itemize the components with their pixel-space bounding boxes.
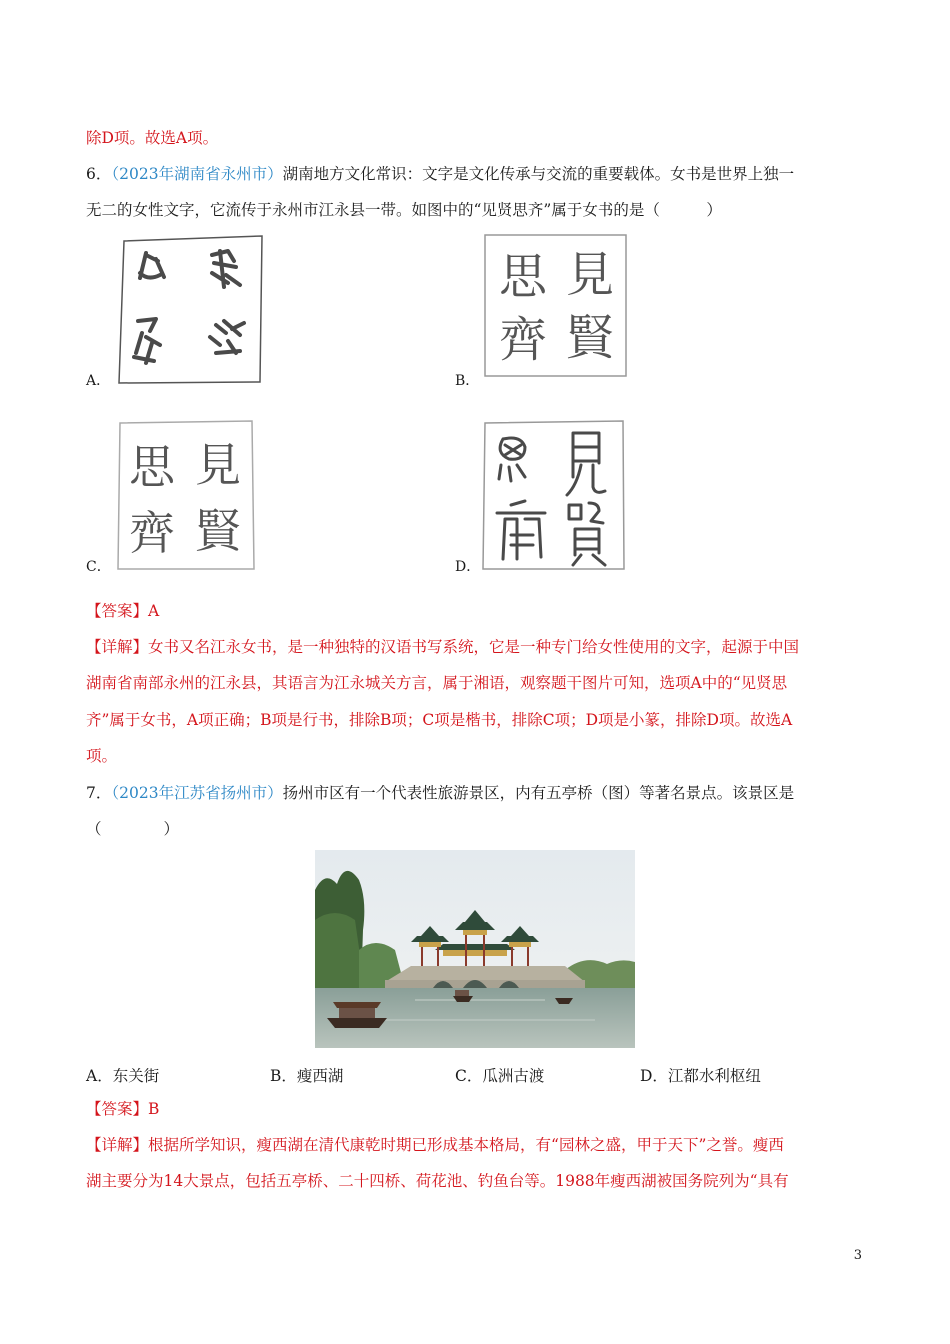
q5-explanation-tail: 除D项。故选A项。 <box>86 129 219 147</box>
q6-option-d-image <box>481 419 627 571</box>
q6-option-b-image <box>483 233 629 379</box>
q7-option-c: C．瓜洲古渡 <box>455 1067 545 1085</box>
char-xian: 賢 <box>565 310 615 366</box>
q7-stem-line2: （ ） <box>86 820 180 838</box>
explain-label: 【详解】 <box>86 638 149 656</box>
q7-number: 7． <box>86 784 112 802</box>
xiaozhuan-calligraphy-image <box>481 419 627 571</box>
answer-value: A <box>148 602 160 620</box>
answer-label: 【答案】 <box>86 602 149 620</box>
char-qi: 齊 <box>129 506 175 560</box>
q7-source: （2023年江苏省扬州市） <box>111 784 283 802</box>
q6-stem-line2: 无二的女性文字，它流传于永州市江永县一带。如图中的“见贤思齐”属于女书的是（ ） <box>86 201 722 219</box>
q6-option-c-label: C． <box>86 559 111 575</box>
q6-answer <box>86 600 866 622</box>
q6-explanation-line2: 湖南省南部永州的江永县，其语言为江永城关方言，属于湘语，观察题干图片可知，选项A中的“见贤思 <box>86 674 788 692</box>
bridge-photo-illustration <box>315 850 635 1048</box>
char-xian: 賢 <box>195 504 241 558</box>
answer-label: 【答案】 <box>86 1100 149 1118</box>
nushu-calligraphy-image <box>116 233 266 385</box>
q6-option-d-label: D． <box>455 559 481 575</box>
q6-option-a-image <box>116 233 266 385</box>
q7-option-d: D．江都水利枢纽 <box>640 1067 761 1085</box>
explain-label: 【详解】 <box>86 1136 149 1154</box>
q6-source: （2023年湖南省永州市） <box>111 165 283 183</box>
q6-option-c-image <box>114 419 256 571</box>
page-number: 3 <box>853 1248 862 1263</box>
q7-explanation-line1: 【详解】根据所学知识，瘦西湖在清代康乾时期已形成基本格局，有“园林之盛，甲于天下”之誉。瘦西 <box>86 1136 784 1154</box>
kaishu-calligraphy-image <box>114 419 256 571</box>
q7-answer <box>86 1098 866 1120</box>
q6-stem-text1: 湖南地方文化常识：文字是文化传承与交流的重要载体。女书是世界上独一 <box>282 165 795 183</box>
q7-stem-line1 <box>86 782 866 804</box>
char-si: 思 <box>498 249 548 305</box>
q7-option-b: B．瘦西湖 <box>270 1067 344 1085</box>
char-qi: 齊 <box>498 312 548 368</box>
q6-explanation-line4: 项。 <box>86 747 118 765</box>
xingshu-calligraphy-image <box>483 233 629 379</box>
q7-explanation-line2: 湖主要分为14大景点，包括五亭桥、二十四桥、荷花池、钓鱼台等。1988年瘦西湖被国务院列为“具有 <box>86 1172 789 1190</box>
q7-option-a: A．东关街 <box>86 1067 160 1085</box>
q7-stem-text1: 扬州市区有一个代表性旅游景区，内有五亭桥（图）等著名景点。该景区是 <box>282 784 795 802</box>
answer-value: B <box>148 1100 160 1118</box>
char-si: 思 <box>129 440 175 494</box>
q6-explanation-line3: 齐”属于女书，A项正确；B项是行书，排除B项；C项是楷书，排除C项；D项是小篆，排除D项。故选A <box>86 711 793 729</box>
char-jian: 見 <box>565 247 615 303</box>
q6-stem-line1 <box>86 163 866 185</box>
q6-option-b-label: B． <box>455 373 480 389</box>
q6-number: 6． <box>86 165 112 183</box>
q6-explanation-line1: 【详解】女书又名江永女书，是一种独特的汉语书写系统，它是一种专门给女性使用的文字，起源于中国 <box>86 638 800 656</box>
five-pavilion-bridge-photo <box>315 850 635 1048</box>
q6-option-a-label: A． <box>86 373 111 389</box>
char-jian: 見 <box>195 438 241 492</box>
